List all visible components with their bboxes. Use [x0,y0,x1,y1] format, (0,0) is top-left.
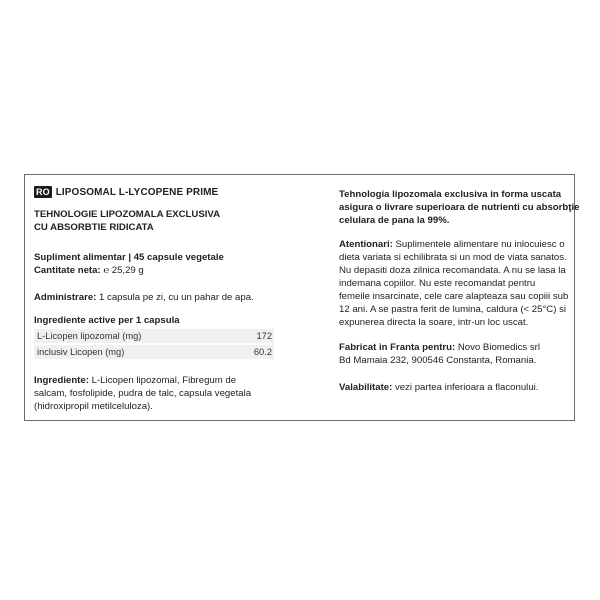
technology-line: asigura o livrare superioara de nutrienti cu absorbţie [339,202,580,213]
warnings-text: 12 ani. A se pastra ferit de lumina, caldura (< 25°C) si [339,304,567,315]
ingredients-text: L-Licopen lipozomal, Fibregum de [88,375,237,386]
technology-statement [339,188,579,227]
warnings-text: Suplimentele alimentare nu inlocuiesc o [392,239,565,250]
administration [34,291,254,304]
subtitle-line: TEHNOLOGIE LIPOZOMALA EXCLUSIVA [34,209,221,220]
product-title-row [34,186,218,198]
manufacturer-address: Bd Mamaia 232, 900546 Constanta, Romania. [339,355,537,366]
validity-value: vezi partea inferioara a flaconului. [392,382,539,393]
technology-line: Tehnologia lipozomala exclusiva in forma uscata [339,189,562,200]
ingredient-name: L-Licopen lipozomal (mg) [37,331,142,341]
supplement-line: Supliment alimentar | 45 capsule vegetale [34,252,224,263]
administration-value: 1 capsula pe zi, cu un pahar de apa. [96,292,254,303]
manufacturer-label: Fabricat in Franta pentru: [339,342,456,353]
validity-label: Valabilitate: [339,382,393,393]
ingredient-name: inclusiv Licopen (mg) [37,347,125,357]
technology-line: celulara de pana la 99%. [339,215,450,226]
validity [339,381,538,394]
warnings-text: femeile insarcinate, cele care alapteaza sau copiii sub [339,291,569,302]
active-ingredients-table [34,329,274,361]
net-quantity-value: ℮ 25,29 g [103,265,144,276]
table-row [34,329,274,343]
manufacturer [339,341,540,367]
supplement-info [34,251,224,277]
ingredient-value: 60.2 [253,347,272,357]
ingredients-text: salcam, fosfolipide, pudra de talc, capsula vegetala [34,388,252,399]
table-row [34,345,274,359]
manufacturer-name: Novo Biomedics srl [455,342,540,353]
net-quantity-label: Cantitate neta: [34,265,101,276]
ingredient-value: 172 [256,331,272,341]
warnings-text: Nu depasiti doza zilnica recomandata. A nu se lasa la [339,265,566,276]
warnings-text: expunerea directa la soare, intr-un loc uscat. [339,317,529,328]
product-label-panel [24,174,580,421]
warnings [339,238,568,329]
language-badge: RO [36,187,50,197]
warnings-text: indemana copiilor. Nu este recomandat pentru [339,278,536,289]
ingredients-label: Ingrediente: [34,375,89,386]
subtitle [34,208,220,234]
product-title: LIPOSOMAL L-LYCOPENE PRIME [55,186,219,198]
administration-label: Administrare: [34,292,97,303]
subtitle-line: CU ABSORBTIE RIDICATA [34,222,154,233]
warnings-text: dieta variata si echilibrata si un mod de viata sanatos. [339,252,567,263]
ingredients-text: (hidroxipropil metilceluloza). [34,401,153,412]
warnings-label: Atentionari: [339,239,393,250]
ingredients [34,374,251,413]
active-ingredients-heading: Ingrediente active per 1 capsula [34,315,180,326]
